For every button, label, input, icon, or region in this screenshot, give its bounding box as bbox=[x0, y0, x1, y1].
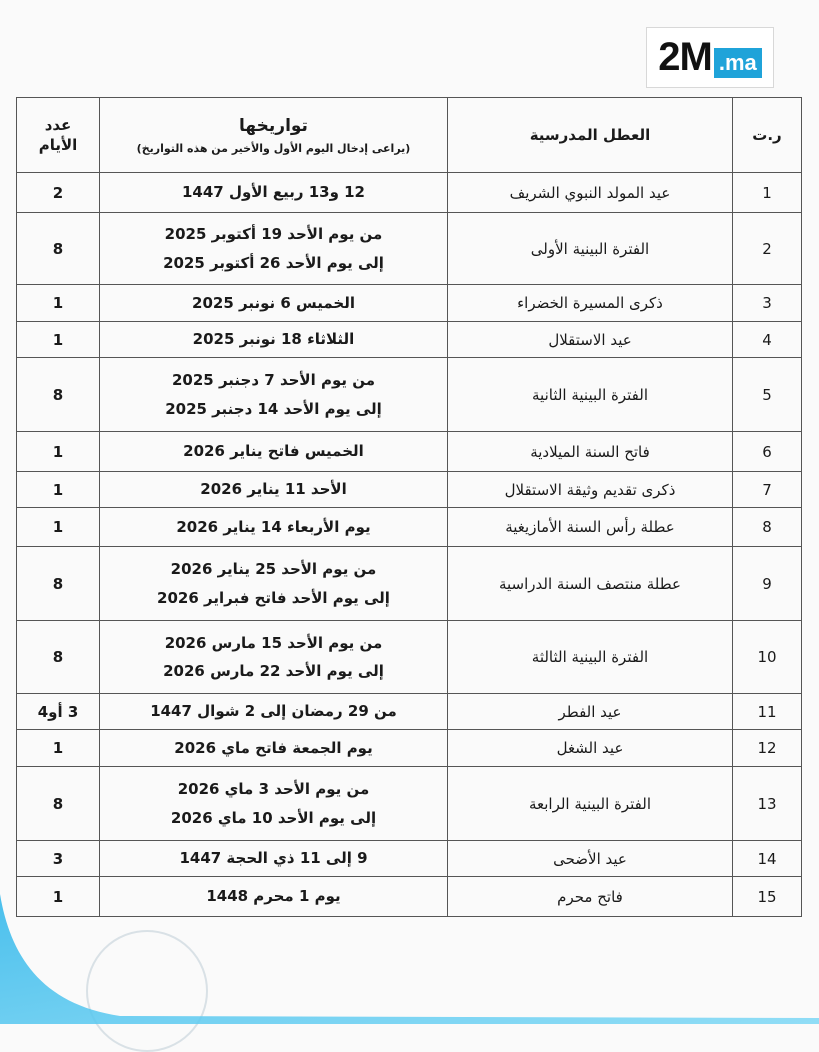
holiday-dates bbox=[100, 472, 448, 508]
holiday-name: عيد الفطر bbox=[448, 694, 733, 730]
row-number: 5 bbox=[733, 358, 802, 432]
date-line: من يوم الأحد 7 دجنبر 2025 bbox=[172, 371, 375, 389]
date-line: يوم الأربعاء 14 يناير 2026 bbox=[176, 517, 371, 536]
holiday-name: فاتح السنة الميلادية bbox=[448, 432, 733, 472]
date-line: من يوم الأحد 25 يناير 2026 bbox=[170, 560, 377, 578]
days-count: 2 bbox=[17, 173, 100, 213]
holiday-dates bbox=[100, 358, 448, 432]
date-line: الخميس 6 نونبر 2025 bbox=[192, 293, 355, 312]
holiday-name: عيد الأضحى bbox=[448, 841, 733, 877]
table-body bbox=[17, 173, 802, 917]
table-row bbox=[17, 621, 802, 694]
days-count: 1 bbox=[17, 285, 100, 322]
days-count: 1 bbox=[17, 730, 100, 767]
date-line: من يوم الأحد 3 ماي 2026 bbox=[177, 780, 370, 798]
row-number: 14 bbox=[733, 841, 802, 877]
header-dates-title: تواريخها bbox=[239, 115, 308, 136]
table-row bbox=[17, 730, 802, 767]
holiday-name: عطلة منتصف السنة الدراسية bbox=[448, 547, 733, 621]
table-header-row bbox=[17, 98, 802, 173]
holiday-name: ذكرى المسيرة الخضراء bbox=[448, 285, 733, 322]
date-line: إلى يوم الأحد 14 دجنبر 2025 bbox=[165, 399, 382, 418]
holiday-dates bbox=[100, 322, 448, 358]
table-row bbox=[17, 358, 802, 432]
holiday-name: الفترة البينية الثالثة bbox=[448, 621, 733, 694]
table-row bbox=[17, 547, 802, 621]
row-number: 2 bbox=[733, 213, 802, 285]
header-num: ر.ت bbox=[733, 98, 802, 173]
date-line: من 29 رمضان إلى 2 شوال 1447 bbox=[150, 702, 397, 721]
days-count: 8 bbox=[17, 213, 100, 285]
row-number: 1 bbox=[733, 173, 802, 213]
table-row bbox=[17, 213, 802, 285]
table-row bbox=[17, 173, 802, 213]
holiday-dates bbox=[100, 285, 448, 322]
header-days-line1: عدد bbox=[44, 115, 72, 134]
days-count: 8 bbox=[17, 547, 100, 621]
days-count: 8 bbox=[17, 767, 100, 841]
row-number: 12 bbox=[733, 730, 802, 767]
row-number: 8 bbox=[733, 508, 802, 547]
holiday-name: فاتح محرم bbox=[448, 877, 733, 917]
date-line: يوم الجمعة فاتح ماي 2026 bbox=[174, 738, 373, 757]
table-row bbox=[17, 767, 802, 841]
holiday-name: الفترة البينية الرابعة bbox=[448, 767, 733, 841]
days-count: 8 bbox=[17, 358, 100, 432]
header-days bbox=[17, 98, 100, 173]
table-row bbox=[17, 432, 802, 472]
holiday-name: عيد المولد النبوي الشريف bbox=[448, 173, 733, 213]
date-line: إلى يوم الأحد 26 أكتوبر 2025 bbox=[163, 253, 384, 272]
date-line: من يوم الأحد 19 أكتوبر 2025 bbox=[164, 225, 383, 243]
table-row bbox=[17, 285, 802, 322]
decorative-corner-wave bbox=[0, 894, 819, 1024]
holiday-name: عطلة رأس السنة الأمازيغية bbox=[448, 508, 733, 547]
holiday-name: عيد الاستقلال bbox=[448, 322, 733, 358]
holiday-dates bbox=[100, 508, 448, 547]
date-line: 12 و13 ربيع الأول 1447 bbox=[181, 183, 365, 202]
holiday-dates bbox=[100, 432, 448, 472]
date-line: الثلاثاء 18 نونبر 2025 bbox=[192, 330, 355, 349]
date-line: إلى يوم الأحد 22 مارس 2026 bbox=[163, 662, 384, 680]
date-line: إلى يوم الأحد 10 ماي 2026 bbox=[170, 808, 377, 827]
holiday-name: عيد الشغل bbox=[448, 730, 733, 767]
row-number: 9 bbox=[733, 547, 802, 621]
logo-main-text: 2M bbox=[658, 35, 712, 79]
row-number: 3 bbox=[733, 285, 802, 322]
holiday-name: الفترة البينية الثانية bbox=[448, 358, 733, 432]
days-count: 1 bbox=[17, 322, 100, 358]
header-days-line2: الأيام bbox=[38, 136, 78, 154]
header-dates-note: (يراعى إدخال اليوم الأول والأخير من هذه التواريخ) bbox=[136, 141, 411, 155]
header-dates bbox=[100, 98, 448, 173]
days-count: 3 bbox=[17, 841, 100, 877]
holiday-dates bbox=[100, 767, 448, 841]
row-number: 11 bbox=[733, 694, 802, 730]
days-count: 1 bbox=[17, 472, 100, 508]
days-count: 3 أو4 bbox=[17, 694, 100, 730]
table-row bbox=[17, 472, 802, 508]
table-row bbox=[17, 694, 802, 730]
days-count: 1 bbox=[17, 877, 100, 917]
holiday-dates bbox=[100, 730, 448, 767]
row-number: 13 bbox=[733, 767, 802, 841]
row-number: 10 bbox=[733, 621, 802, 694]
table-row bbox=[17, 322, 802, 358]
holiday-dates bbox=[100, 621, 448, 694]
table-row bbox=[17, 841, 802, 877]
holiday-name: ذكرى تقديم وثيقة الاستقلال bbox=[448, 472, 733, 508]
date-line: من يوم الأحد 15 مارس 2026 bbox=[164, 633, 383, 652]
holiday-dates bbox=[100, 173, 448, 213]
date-line: الخميس فاتح يناير 2026 bbox=[183, 442, 364, 461]
table-row bbox=[17, 508, 802, 547]
date-line: يوم 1 محرم 1448 bbox=[206, 887, 341, 906]
row-number: 4 bbox=[733, 322, 802, 358]
holiday-dates bbox=[100, 841, 448, 877]
row-number: 7 bbox=[733, 472, 802, 508]
days-count: 1 bbox=[17, 508, 100, 547]
holiday-name: الفترة البينية الأولى bbox=[448, 213, 733, 285]
brand-logo bbox=[646, 27, 774, 88]
logo-domain-badge: .ma bbox=[714, 48, 762, 78]
date-line: إلى يوم الأحد فاتح فبراير 2026 bbox=[157, 588, 390, 607]
holiday-dates bbox=[100, 547, 448, 621]
holiday-dates bbox=[100, 213, 448, 285]
date-line: 9 إلى 11 ذي الحجة 1447 bbox=[179, 849, 368, 868]
date-line: الأحد 11 يناير 2026 bbox=[200, 480, 347, 499]
school-holidays-table bbox=[16, 97, 802, 917]
days-count: 8 bbox=[17, 621, 100, 694]
days-count: 1 bbox=[17, 432, 100, 472]
row-number: 15 bbox=[733, 877, 802, 917]
holiday-dates bbox=[100, 694, 448, 730]
row-number: 6 bbox=[733, 432, 802, 472]
header-holiday-name: العطل المدرسية bbox=[448, 98, 733, 173]
